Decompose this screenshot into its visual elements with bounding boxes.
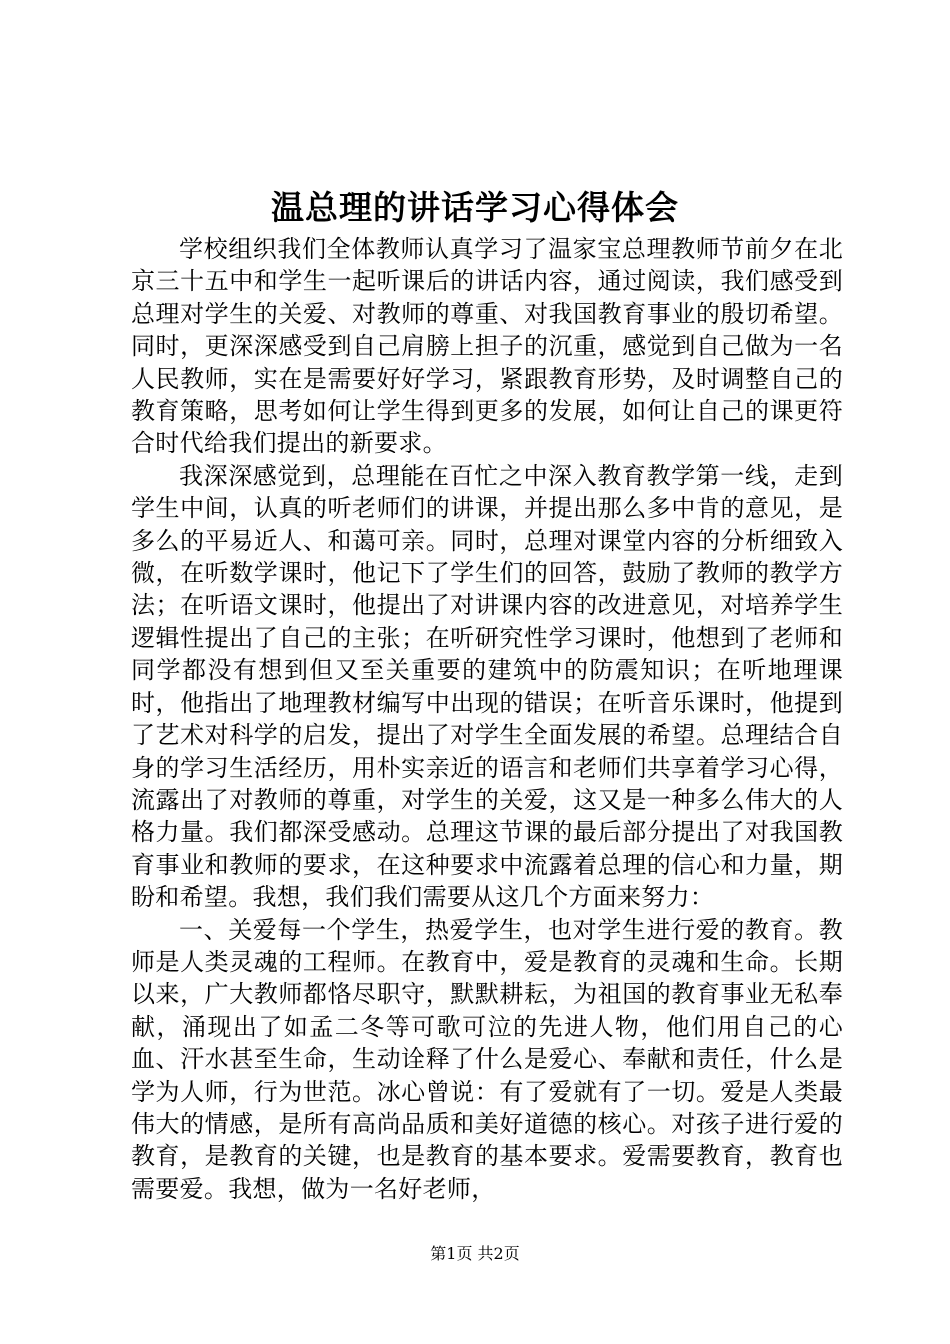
document-body bbox=[131, 233, 843, 1205]
page-footer: 第1页 共2页 bbox=[430, 1244, 520, 1263]
paragraph-1: 学校组织我们全体教师认真学习了温家宝总理教师节前夕在北京三十五中和学生一起听课后的讲话内容，通过阅读，我们感受到总理对学生的关爱、对教师的尊重、对我国教育事业的殷切希望。同时，更深深感受到自己肩膀上担子的沉重，感觉到自己做为一名人民教师，实在是需要好好学习，紧跟教育形势，及时调整自己的教育策略，思考如何让学生得到更多的发展，如何让自己的课更符合时代给我们提出的新要求。 bbox=[131, 235, 843, 458]
paragraph-2: 我深深感觉到，总理能在百忙之中深入教育教学第一线，走到学生中间，认真的听老师们的讲课，并提出那么多中肯的意见，是多么的平易近人、和蔼可亲。同时，总理对课堂内容的分析细致入微，在听数学课时，他记下了学生们的回答，鼓励了教师的教学方法；在听语文课时，他提出了对讲课内容的改进意见，对培养学生逻辑性提出了自己的主张；在听研究性学习课时，他想到了老师和同学都没有想到但又至关重要的建筑中的防震知识；在听地理课时，他指出了地理教材编写中出现的错误；在听音乐课时，他提到了艺术对科学的启发，提出了对学生全面发展的希望。总理结合自身的学习生活经历，用朴实亲近的语言和老师们共享着学习心得，流露出了对教师的尊重，对学生的关爱，这又是一种多么伟大的人格力量。我们都深受感动。总理这节课的最后部分提出了对我国教育事业和教师的要求，在这种要求中流露着总理的信心和力量，期盼和希望。我想，我们我们需要从这几个方面来努力： bbox=[131, 461, 843, 912]
paragraph-3: 一、关爱每一个学生，热爱学生，也对学生进行爱的教育。教师是人类灵魂的工程师。在教育中，爱是教育的灵魂和生命。长期以来，广大教师都恪尽职守，默默耕耘，为祖国的教育事业无私奉献，涌现出了如孟二冬等可歌可泣的先进人物，他们用自己的心血、汗水甚至生命，生动诠释了什么是爱心、奉献和责任，什么是学为人师，行为世范。冰心曾说：有了爱就有了一切。爱是人类最伟大的情感，是所有高尚品质和美好道德的核心。对孩子进行爱的教育，是教育的关键，也是教育的基本要求。爱需要教育，教育也需要爱。我想，做为一名好老师， bbox=[131, 915, 843, 1203]
document-title: 温总理的讲话学习心得体会 bbox=[271, 188, 679, 227]
